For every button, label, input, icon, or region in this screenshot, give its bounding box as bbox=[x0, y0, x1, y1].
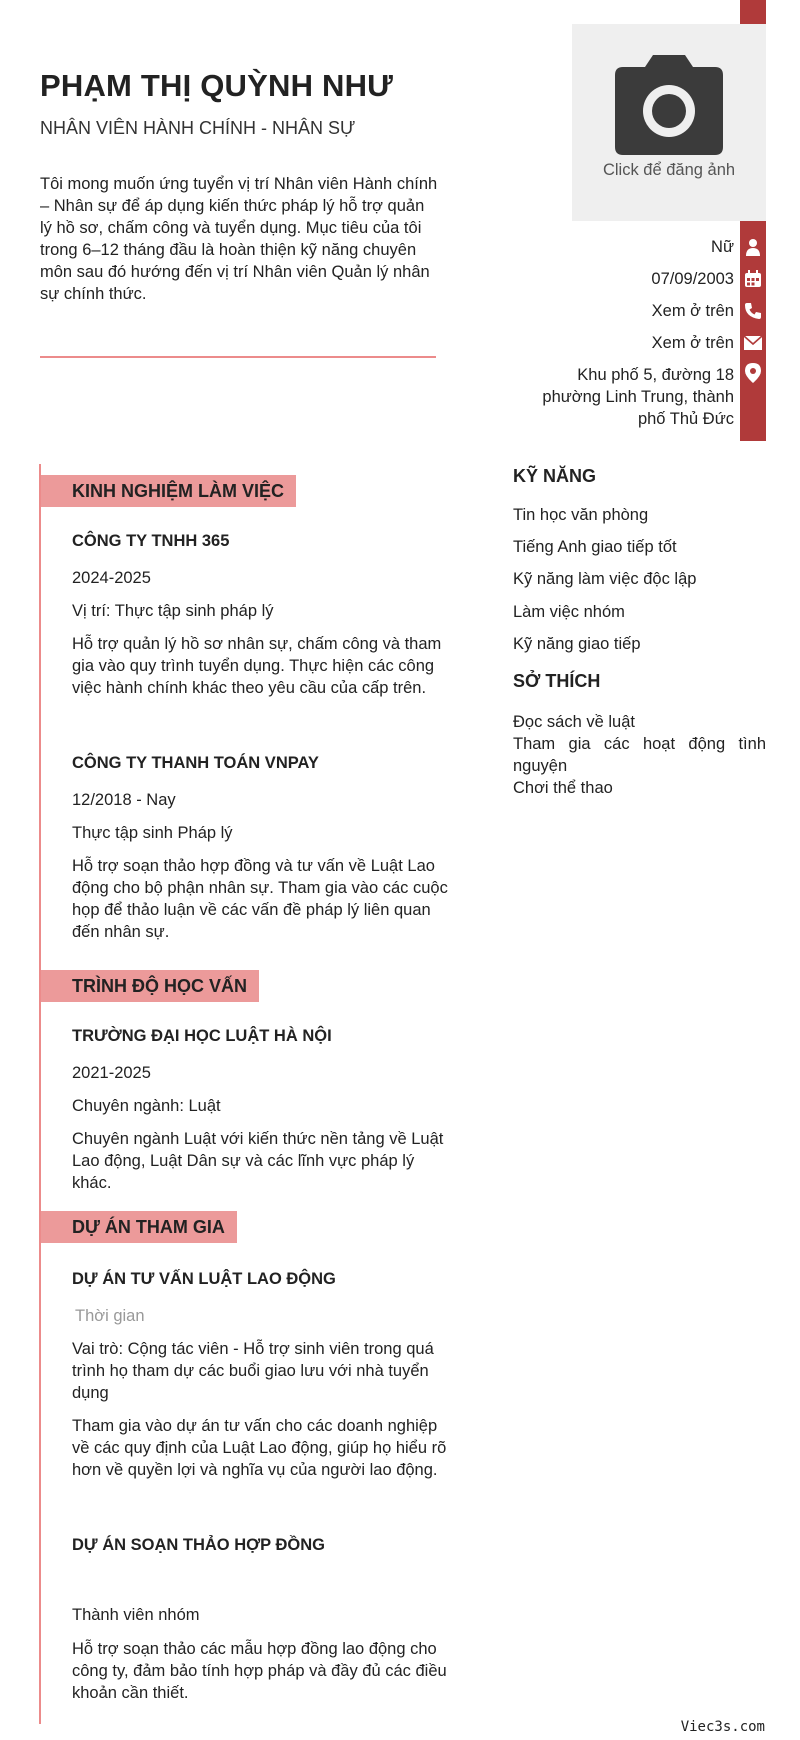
project-role: Thành viên nhóm bbox=[72, 1606, 200, 1624]
project-description: Hỗ trợ soạn thảo các mẫu hợp đồng lao động cho công ty, đảm bảo tính hợp pháp và đầy đủ các điều khoản cần thiết. bbox=[72, 1640, 447, 1702]
camera-icon bbox=[611, 53, 727, 157]
gender-value: Nữ bbox=[711, 238, 734, 256]
experience-description: Hỗ trợ quản lý hồ sơ nhân sự, chấm công và tham gia vào quy trình tuyển dụng. Thực hiện các công việc hành chính khác theo yêu cầu của cấp trên. bbox=[72, 635, 442, 697]
hobbies-heading: SỞ THÍCH bbox=[513, 671, 601, 691]
experience-role: Thực tập sinh Pháp lý bbox=[72, 824, 233, 842]
experience-heading: KINH NGHIỆM LÀM VIỆC bbox=[41, 475, 296, 507]
experience-period: 12/2018 - Nay bbox=[72, 791, 176, 809]
phone-value: Xem ở trên bbox=[651, 302, 734, 320]
job-title: NHÂN VIÊN HÀNH CHÍNH - NHÂN SỰ bbox=[40, 118, 356, 138]
location-pin-icon bbox=[744, 364, 762, 382]
skill-item: Kỹ năng làm việc độc lập bbox=[513, 570, 697, 588]
projects-heading: DỰ ÁN THAM GIA bbox=[41, 1211, 237, 1243]
career-objective: Tôi mong muốn ứng tuyển vị trí Nhân viên Hành chính – Nhân sự để áp dụng kiến thức pháp lý hỗ trợ quản lý hồ sơ, chấm công và tuyển dụng. Mục tiêu của tôi trong 6–12 tháng đầu là hoàn thiện kỹ năng chuyên môn sau đó hướng đến vị trí Nhân viên Quản lý nhân sự chính thức. bbox=[40, 175, 438, 303]
timeline-rule bbox=[39, 464, 41, 1724]
photo-upload-label: Click để đăng ảnh bbox=[602, 161, 736, 179]
candidate-name: PHẠM THỊ QUỲNH NHƯ bbox=[40, 68, 394, 103]
project-time-placeholder[interactable]: Thời gian bbox=[75, 1307, 145, 1325]
site-watermark: Viec3s.com bbox=[680, 1719, 765, 1735]
hobby-item: Tham gia các hoạt động tình nguyện bbox=[513, 735, 766, 775]
skill-item: Tin học văn phòng bbox=[513, 506, 649, 524]
mail-icon bbox=[744, 334, 762, 352]
experience-description: Hỗ trợ soạn thảo hợp đồng và tư vấn về Luật Lao động cho bộ phận nhân sự. Tham gia vào các cuộc họp để thảo luận về các vấn đề pháp lý liên quan đến nhân sự. bbox=[72, 857, 448, 941]
email-value: Xem ở trên bbox=[651, 334, 734, 352]
project-name: DỰ ÁN SOẠN THẢO HỢP ĐỒNG bbox=[72, 1536, 325, 1554]
skill-item: Tiếng Anh giao tiếp tốt bbox=[513, 538, 677, 556]
project-name: DỰ ÁN TƯ VẤN LUẬT LAO ĐỘNG bbox=[72, 1270, 336, 1288]
hobbies-list bbox=[513, 711, 766, 799]
education-school: TRƯỜNG ĐẠI HỌC LUẬT HÀ NỘI bbox=[72, 1027, 332, 1045]
project-role: Vai trò: Cộng tác viên - Hỗ trợ sinh viên trong quá trình họ tham dự các buổi giao lưu với nhà tuyển dụng bbox=[72, 1340, 434, 1402]
skill-item: Kỹ năng giao tiếp bbox=[513, 635, 641, 653]
education-heading: TRÌNH ĐỘ HỌC VẤN bbox=[41, 970, 259, 1002]
education-period: 2021-2025 bbox=[72, 1064, 151, 1082]
photo-upload[interactable] bbox=[572, 24, 766, 221]
hobby-item: Chơi thể thao bbox=[513, 779, 613, 797]
education-major: Chuyên ngành: Luật bbox=[72, 1097, 221, 1115]
experience-period: 2024-2025 bbox=[72, 569, 151, 587]
project-description: Tham gia vào dự án tư vấn cho các doanh nghiệp về các quy định của Luật Lao động, giúp họ hiểu rõ hơn về quyền lợi và nghĩa vụ của người lao động. bbox=[72, 1417, 447, 1479]
experience-company: CÔNG TY TNHH 365 bbox=[72, 532, 230, 550]
header-divider bbox=[40, 356, 436, 358]
education-description: Chuyên ngành Luật với kiến thức nền tảng về Luật Lao động, Luật Dân sự và các lĩnh vực pháp lý khác. bbox=[72, 1130, 444, 1192]
experience-company: CÔNG TY THANH TOÁN VNPAY bbox=[72, 754, 319, 772]
birthday-value: 07/09/2003 bbox=[651, 270, 734, 288]
person-icon bbox=[744, 238, 762, 256]
hobby-item: Đọc sách về luật bbox=[513, 713, 635, 731]
experience-role: Vị trí: Thực tập sinh pháp lý bbox=[72, 602, 274, 620]
accent-strip-top bbox=[740, 0, 766, 24]
phone-icon bbox=[744, 302, 762, 320]
skills-heading: KỸ NĂNG bbox=[513, 466, 597, 486]
calendar-icon bbox=[744, 270, 762, 288]
address-value: Khu phố 5, đường 18 phường Linh Trung, thành phố Thủ Đức bbox=[542, 366, 734, 428]
skill-item: Làm việc nhóm bbox=[513, 603, 625, 621]
